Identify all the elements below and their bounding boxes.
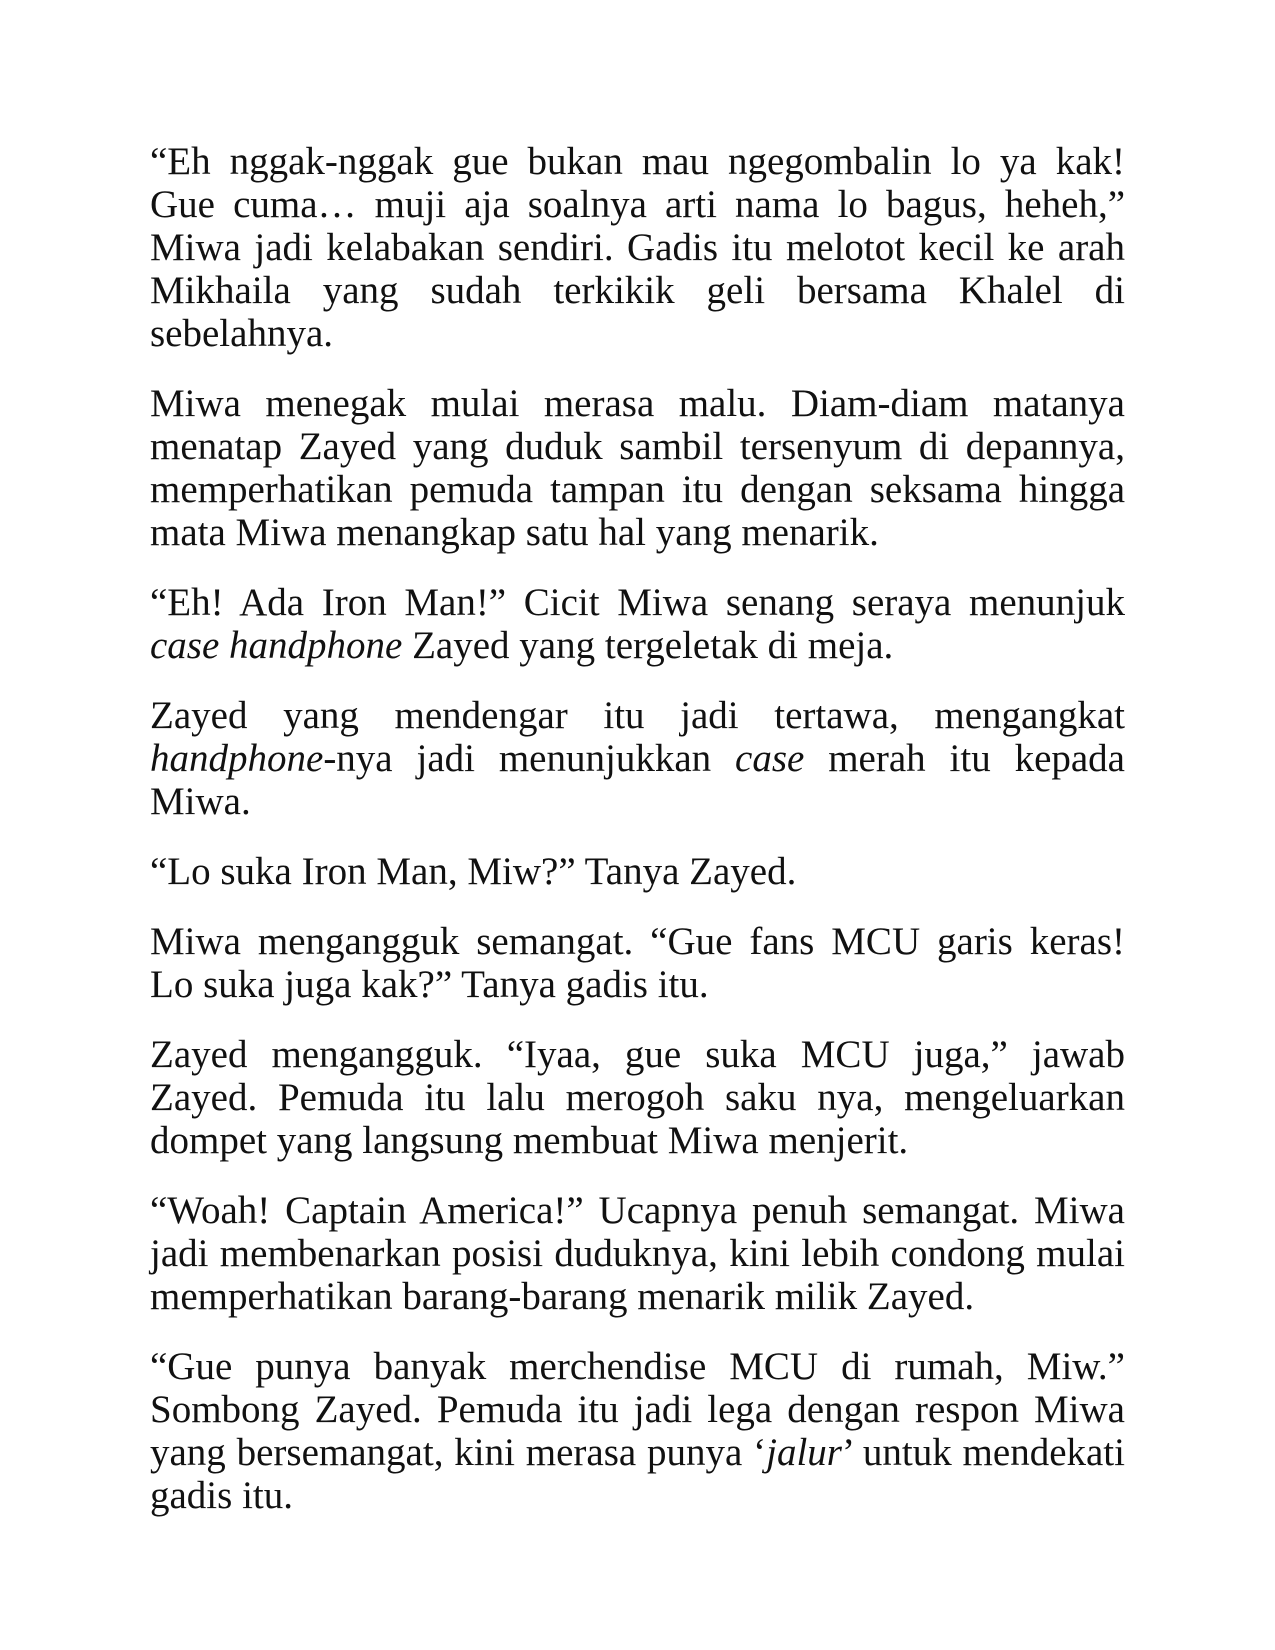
paragraph-6 xyxy=(150,920,1125,1006)
paragraph-text: Miwa menegak mulai merasa malu. Diam-diam matanya menatap Zayed yang duduk sambil tersenyum di depannya, memperhatikan pemuda tampan itu dengan seksama hingga mata Miwa menangkap satu hal yang menarik. xyxy=(150,382,1125,554)
paragraph-text: “Gue punya banyak merchendise MCU di rumah, Miw.” Sombong Zayed. Pemuda itu jadi lega dengan respon Miwa yang bersemangat, kini merasa punya ‘ xyxy=(150,1345,1125,1474)
paragraph-1 xyxy=(150,140,1125,355)
paragraph-text: “Eh! Ada Iron Man!” Cicit Miwa senang seraya menunjuk xyxy=(150,581,1125,624)
italic-text: case handphone xyxy=(150,624,403,667)
italic-text: case xyxy=(735,737,805,780)
paragraph-text: ’ untuk mendekati gadis itu. xyxy=(150,1431,1125,1517)
paragraph-text: Zayed yang mendengar itu jadi tertawa, mengangkat xyxy=(150,694,1125,737)
italic-text: handphone xyxy=(150,737,324,780)
paragraph-7 xyxy=(150,1033,1125,1162)
paragraph-text: “Woah! Captain America!” Ucapnya penuh semangat. Miwa jadi membenarkan posisi duduknya, kini lebih condong mulai memperhatikan barang-barang menarik milik Zayed. xyxy=(150,1189,1125,1318)
paragraph-text: merah itu kepada Miwa. xyxy=(150,737,1125,823)
paragraph-5 xyxy=(150,850,1125,893)
document-page xyxy=(150,140,1125,1544)
paragraph-9 xyxy=(150,1345,1125,1517)
paragraph-text: “Eh nggak-nggak gue bukan mau ngegombalin lo ya kak! Gue cuma… muji aja soalnya arti nama lo bagus, heheh,” Miwa jadi kelabakan sendiri. Gadis itu melotot kecil ke arah Mikhaila yang sudah terkikik geli bersama Khalel di sebelahnya. xyxy=(150,140,1125,355)
paragraph-4 xyxy=(150,694,1125,823)
paragraph-text: Zayed yang tergeletak di meja. xyxy=(402,624,894,667)
paragraph-text: Zayed mengangguk. “Iyaa, gue suka MCU juga,” jawab Zayed. Pemuda itu lalu merogoh saku nya, mengeluarkan dompet yang langsung membuat Miwa menjerit. xyxy=(150,1033,1125,1162)
paragraph-text: Miwa mengangguk semangat. “Gue fans MCU garis keras! Lo suka juga kak?” Tanya gadis itu. xyxy=(150,920,1125,1006)
paragraph-2 xyxy=(150,382,1125,554)
italic-text: jalur xyxy=(766,1431,842,1474)
paragraph-3 xyxy=(150,581,1125,667)
paragraph-text: -nya jadi menunjukkan xyxy=(323,737,736,780)
paragraph-text: “Lo suka Iron Man, Miw?” Tanya Zayed. xyxy=(150,850,797,893)
paragraph-8 xyxy=(150,1189,1125,1318)
